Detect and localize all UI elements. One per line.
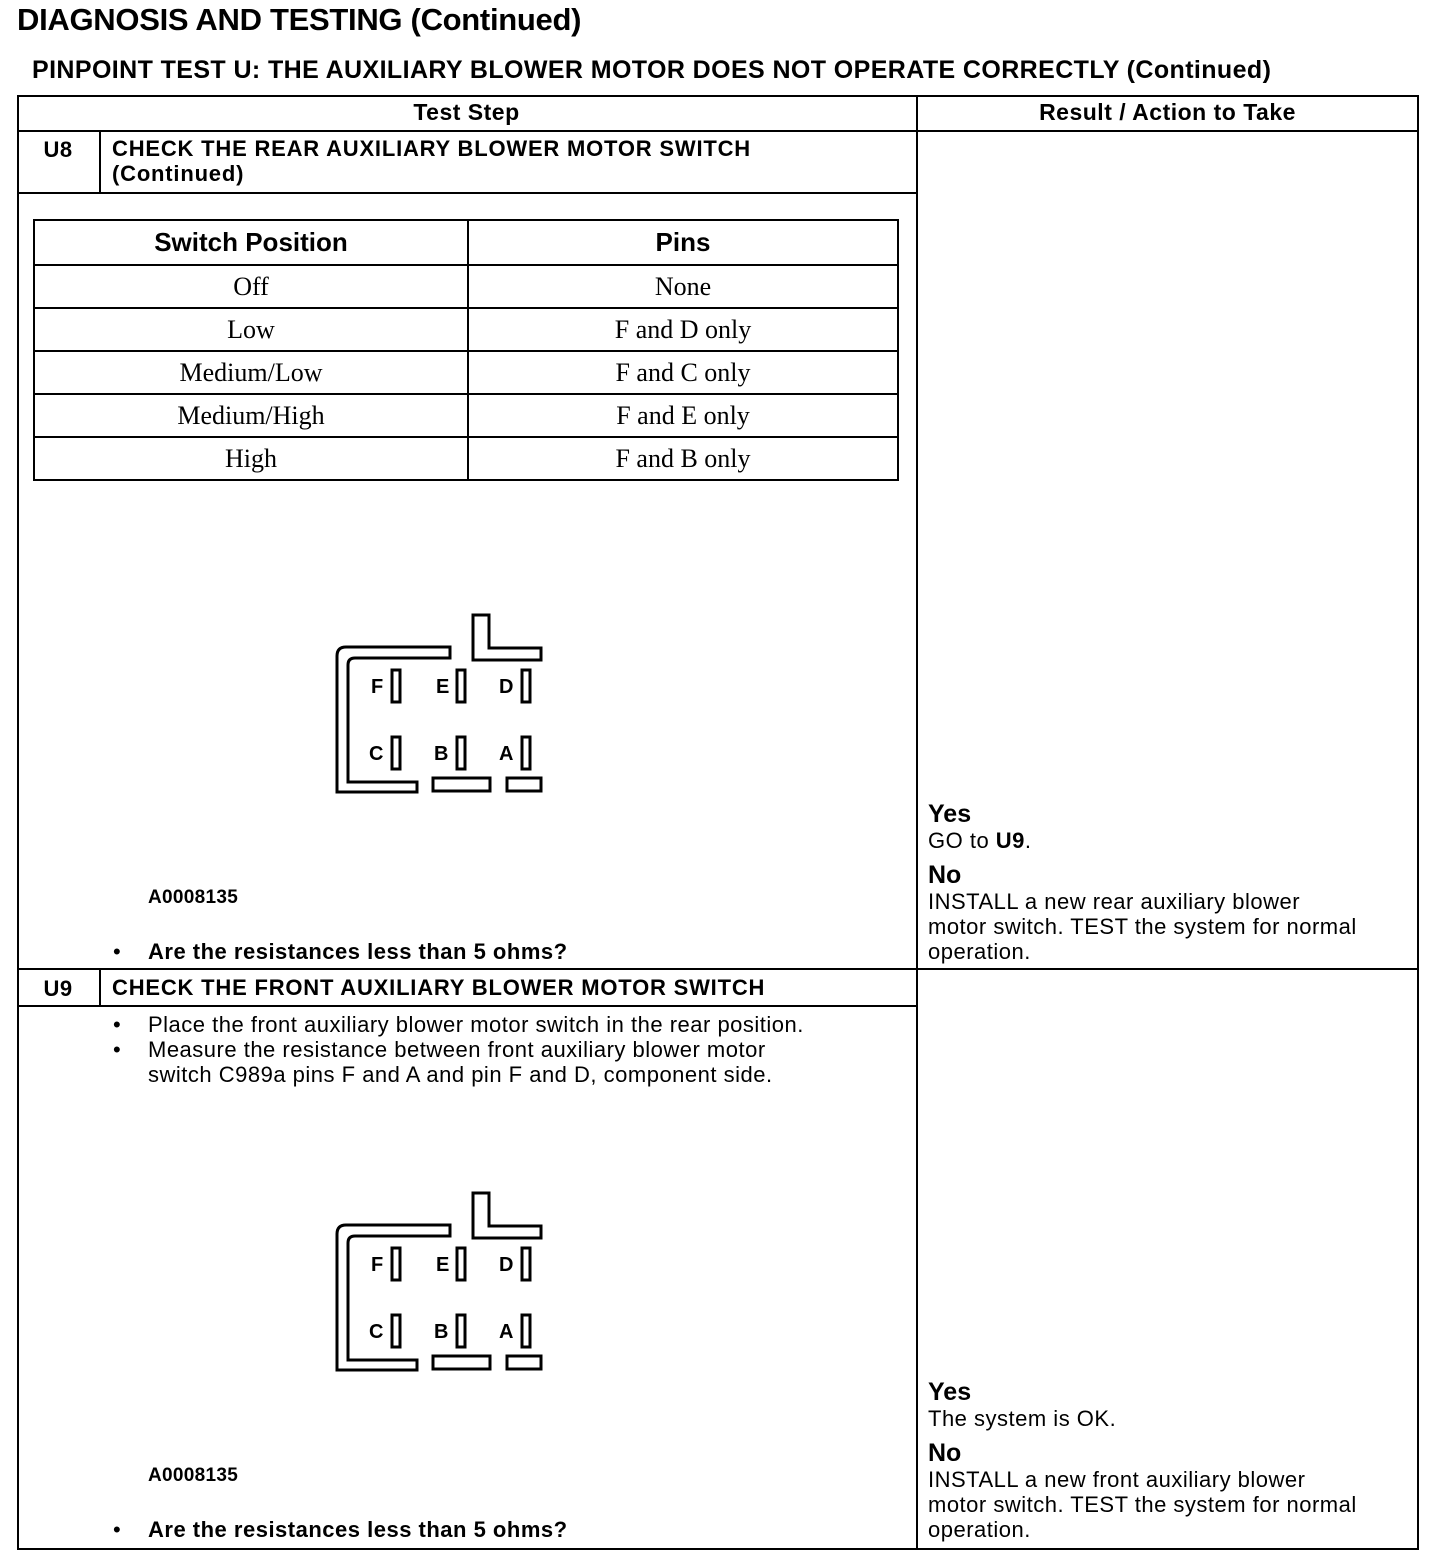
pin-label-f: F (371, 1254, 384, 1276)
figure-id-u9: A0008135 (148, 1465, 239, 1486)
connector-bottom-tab (507, 778, 541, 791)
no-text-u8 (928, 889, 1357, 964)
table-row (34, 351, 898, 394)
pins-cell: F and E only (468, 394, 898, 437)
connector-key-tab (473, 1193, 541, 1238)
bullet: • (113, 1037, 121, 1062)
page-title: DIAGNOSIS AND TESTING (Continued) (17, 2, 582, 37)
yes-text-u8-ref: U9 (995, 828, 1025, 853)
bullet: • (113, 1012, 121, 1037)
no-text-u9-line: motor switch. TEST the system for normal (928, 1492, 1357, 1517)
pins-cell: F and C only (468, 351, 898, 394)
step-title-divider-u9 (17, 1005, 916, 1007)
pin-label-a: A (499, 743, 514, 765)
connector-bottom-tab (433, 1356, 490, 1369)
pin-d (522, 1248, 530, 1280)
pin-label-c: C (369, 1321, 384, 1343)
table-row (34, 265, 898, 308)
connector-key-tab (473, 615, 541, 660)
no-text-u8-line: operation. (928, 939, 1031, 964)
instruction-u9-2-line: switch C989a pins F and A and pin F and D, component side. (148, 1062, 773, 1087)
connector-bottom-tab (433, 778, 490, 791)
pin-e (457, 670, 465, 702)
no-text-u9 (928, 1467, 1357, 1542)
connector-diagram-u8 (335, 612, 555, 802)
pin-f (392, 670, 400, 702)
pin-label-e: E (436, 676, 450, 698)
step-divider (17, 968, 1419, 970)
question-u9: Are the resistances less than 5 ohms? (148, 1517, 568, 1542)
no-label-u8: No (928, 861, 962, 889)
step-title-u8-line2: (Continued) (112, 161, 245, 186)
pin-b (457, 737, 465, 769)
pins-cell: F and B only (468, 437, 898, 480)
pin-c (392, 737, 400, 769)
no-text-u9-line: INSTALL a new front auxiliary blower (928, 1467, 1306, 1492)
step-title-u8 (112, 136, 751, 186)
instruction-u9-2 (148, 1037, 773, 1087)
connector-diagram-u9 (335, 1190, 555, 1380)
no-text-u8-line: motor switch. TEST the system for normal (928, 914, 1357, 939)
switch-position-cell: Medium/High (34, 394, 468, 437)
table-row (34, 437, 898, 480)
switch-position-cell: Medium/Low (34, 351, 468, 394)
yes-text-u9: The system is OK. (928, 1406, 1117, 1431)
yes-text-u8-prefix: GO to (928, 828, 996, 853)
table-row (34, 308, 898, 351)
pin-label-b: B (434, 1321, 449, 1343)
step-id-divider-u9 (99, 968, 101, 1006)
pin-label-d: D (499, 1254, 514, 1276)
yes-label-u8: Yes (928, 800, 972, 828)
step-title-divider-u8 (17, 192, 916, 194)
step-title-u8-line1: CHECK THE REAR AUXILIARY BLOWER MOTOR SWITCH (112, 136, 751, 161)
pin-c (392, 1315, 400, 1347)
table-row (34, 394, 898, 437)
pin-d (522, 670, 530, 702)
header-divider (17, 130, 1419, 132)
pin-label-e: E (436, 1254, 450, 1276)
bullet: • (113, 939, 121, 964)
switch-position-cell: Low (34, 308, 468, 351)
pin-label-c: C (369, 743, 384, 765)
pin-f (392, 1248, 400, 1280)
no-label-u9: No (928, 1439, 962, 1467)
switch-table-header-pins: Pins (468, 220, 898, 265)
yes-text-u8 (928, 828, 1032, 853)
column-divider (916, 95, 918, 1550)
header-test-step: Test Step (413, 99, 520, 125)
pin-label-f: F (371, 676, 384, 698)
step-title-u9: CHECK THE FRONT AUXILIARY BLOWER MOTOR SWITCH (112, 975, 766, 1000)
pin-e (457, 1248, 465, 1280)
yes-label-u9: Yes (928, 1378, 972, 1406)
pin-label-d: D (499, 676, 514, 698)
pins-cell: F and D only (468, 308, 898, 351)
figure-id-u8: A0008135 (148, 887, 239, 908)
switch-position-table (33, 219, 899, 481)
pinpoint-test-title: PINPOINT TEST U: THE AUXILIARY BLOWER MOTOR DOES NOT OPERATE CORRECTLY (Continued) (32, 56, 1272, 84)
instruction-u9-1: Place the front auxiliary blower motor switch in the rear position. (148, 1012, 804, 1037)
step-id-divider-u8 (99, 130, 101, 193)
no-text-u9-line: operation. (928, 1517, 1031, 1542)
switch-table-header-position: Switch Position (34, 220, 468, 265)
pin-b (457, 1315, 465, 1347)
pin-a (522, 1315, 530, 1347)
pin-a (522, 737, 530, 769)
header-result: Result / Action to Take (1039, 99, 1296, 125)
question-u8: Are the resistances less than 5 ohms? (148, 939, 568, 964)
step-id-u9: U9 (43, 976, 73, 1001)
step-id-u8: U8 (43, 137, 73, 162)
pin-label-a: A (499, 1321, 514, 1343)
instruction-u9-2-line: Measure the resistance between front auxiliary blower motor (148, 1037, 766, 1062)
pin-label-b: B (434, 743, 449, 765)
connector-bottom-tab (507, 1356, 541, 1369)
bullet: • (113, 1517, 121, 1542)
switch-position-cell: High (34, 437, 468, 480)
no-text-u8-line: INSTALL a new rear auxiliary blower (928, 889, 1301, 914)
switch-table-header-row (34, 220, 898, 265)
switch-position-cell: Off (34, 265, 468, 308)
pins-cell: None (468, 265, 898, 308)
yes-text-u8-suffix: . (1024, 828, 1032, 853)
